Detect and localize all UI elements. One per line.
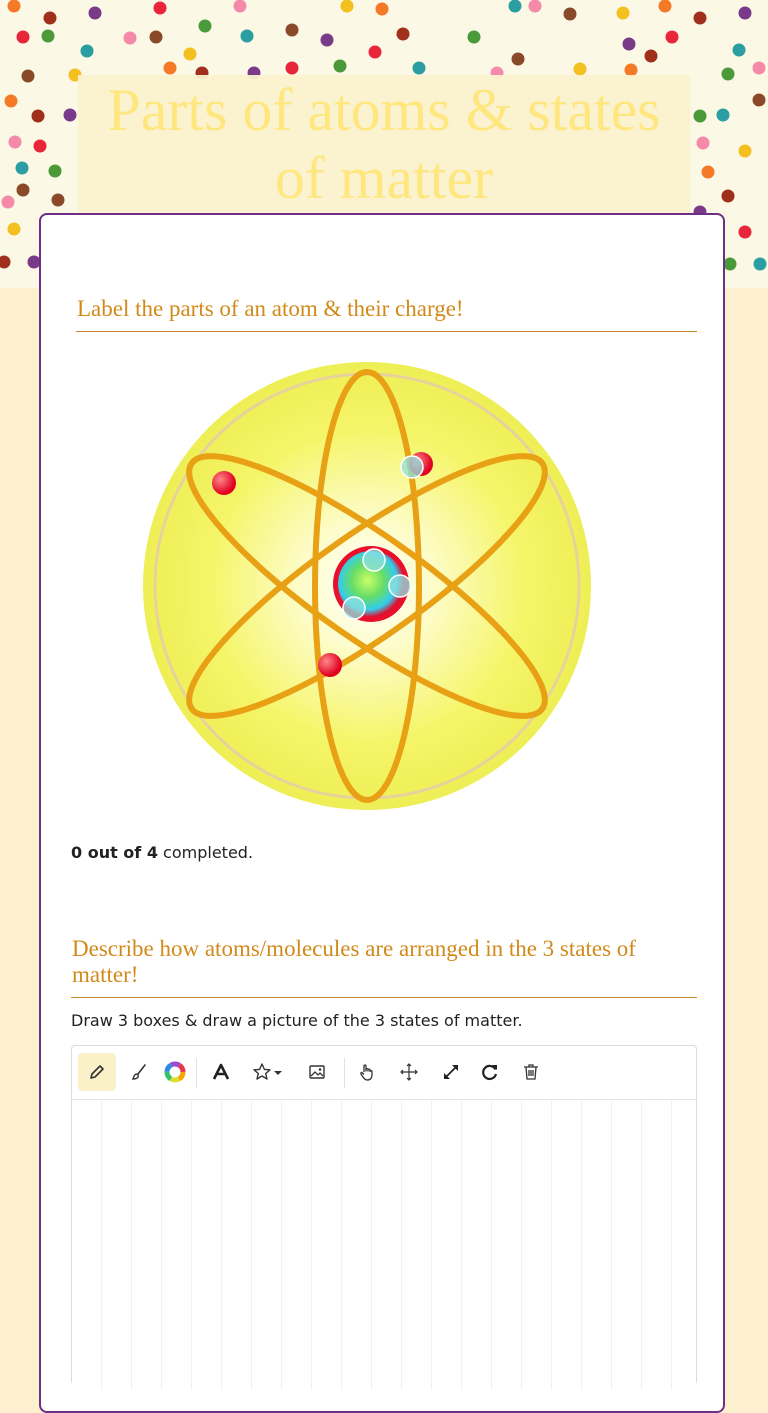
confetti-dot [369,46,382,59]
atom-diagram [140,358,592,813]
electron [318,653,342,677]
confetti-dot [753,62,766,75]
confetti-dot [724,258,737,271]
label-drop-target[interactable] [363,549,385,571]
pencil-icon [87,1062,107,1082]
confetti-dot [321,34,334,47]
confetti-dot [574,63,587,76]
label-drop-target[interactable] [389,575,411,597]
confetti-dot [17,184,30,197]
confetti-dot [645,50,658,63]
confetti-dot [34,140,47,153]
question-2-instructions: Draw 3 boxes & draw a picture of the 3 states of matter. [71,1011,523,1030]
image-tool-button[interactable] [298,1053,336,1091]
toolbar-separator [344,1058,345,1088]
resize-tool-button[interactable] [432,1053,470,1091]
confetti-dot [5,95,18,108]
confetti-dot [124,32,137,45]
confetti-dot [733,44,746,57]
confetti-dot [509,0,522,13]
confetti-dot [334,60,347,73]
drawing-toolbar [72,1046,696,1100]
delete-button[interactable] [512,1053,550,1091]
brush-icon [129,1062,149,1082]
confetti-dot [666,31,679,44]
confetti-dot [754,258,767,271]
confetti-dot [42,30,55,43]
confetti-dot [376,3,389,16]
move-tool-button[interactable] [390,1053,428,1091]
confetti-dot [44,12,57,25]
confetti-dot [150,31,163,44]
question-1-divider [76,331,697,332]
expand-icon [441,1062,461,1082]
confetti-dot [0,256,11,269]
redo-icon [480,1062,500,1082]
confetti-dot [702,166,715,179]
confetti-dot [154,2,167,15]
confetti-dot [199,20,212,33]
question-1-title: Label the parts of an atom & their charge! [77,296,464,321]
confetti-dot [49,165,62,178]
hand-pointer-icon [357,1062,377,1082]
confetti-dot [164,62,177,75]
confetti-dot [81,45,94,58]
confetti-dot [529,0,542,13]
star-shape-icon [252,1062,286,1082]
completion-count: 0 out of 4 [71,843,158,862]
color-wheel-icon [164,1061,186,1083]
text-icon [211,1062,231,1082]
move-icon [399,1062,419,1082]
confetti-dot [722,68,735,81]
confetti-dot [697,137,710,150]
confetti-dot [89,7,102,20]
confetti-dot [722,190,735,203]
confetti-dot [234,0,247,13]
confetti-dot [694,12,707,25]
confetti-dot [64,109,77,122]
trash-icon [521,1062,541,1082]
confetti-dot [8,0,21,13]
label-drop-target[interactable] [343,597,365,619]
confetti-dot [52,194,65,207]
confetti-dot [617,7,630,20]
confetti-dot [32,110,45,123]
completion-status [71,843,253,862]
confetti-dot [512,53,525,66]
confetti-dot [17,31,30,44]
color-picker-button[interactable] [156,1053,194,1091]
brush-tool-button[interactable] [120,1053,158,1091]
confetti-dot [286,62,299,75]
confetti-dot [241,30,254,43]
pencil-tool-button[interactable] [78,1053,116,1091]
question-2-divider [71,997,697,998]
confetti-dot [9,136,22,149]
select-tool-button[interactable] [348,1053,386,1091]
drawing-area[interactable] [72,1100,696,1390]
confetti-dot [286,24,299,37]
confetti-dot [341,0,354,13]
image-icon [307,1062,327,1082]
confetti-dot [694,110,707,123]
confetti-dot [739,145,752,158]
page-title: Parts of atoms & states of matter [107,77,661,211]
confetti-dot [22,70,35,83]
confetti-dot [413,62,426,75]
text-tool-button[interactable] [202,1053,240,1091]
confetti-dot [16,162,29,175]
confetti-dot [468,31,481,44]
electron [212,471,236,495]
toolbar-separator [196,1058,197,1088]
redo-button[interactable] [471,1053,509,1091]
confetti-dot [717,109,730,122]
confetti-dot [659,0,672,13]
question-2-title: Describe how atoms/molecules are arranged in the 3 states of matter! [72,936,636,987]
confetti-dot [564,8,577,21]
confetti-dot [739,7,752,20]
confetti-dot [2,196,15,209]
confetti-dot [184,48,197,61]
confetti-dot [739,226,752,239]
confetti-dot [753,94,766,107]
confetti-dot [623,38,636,51]
confetti-dot [8,223,21,236]
drawing-canvas [71,1045,697,1385]
completion-suffix: completed. [157,843,254,862]
label-drop-target[interactable] [401,456,423,478]
confetti-dot [397,28,410,41]
shape-tool-button[interactable] [248,1053,290,1091]
